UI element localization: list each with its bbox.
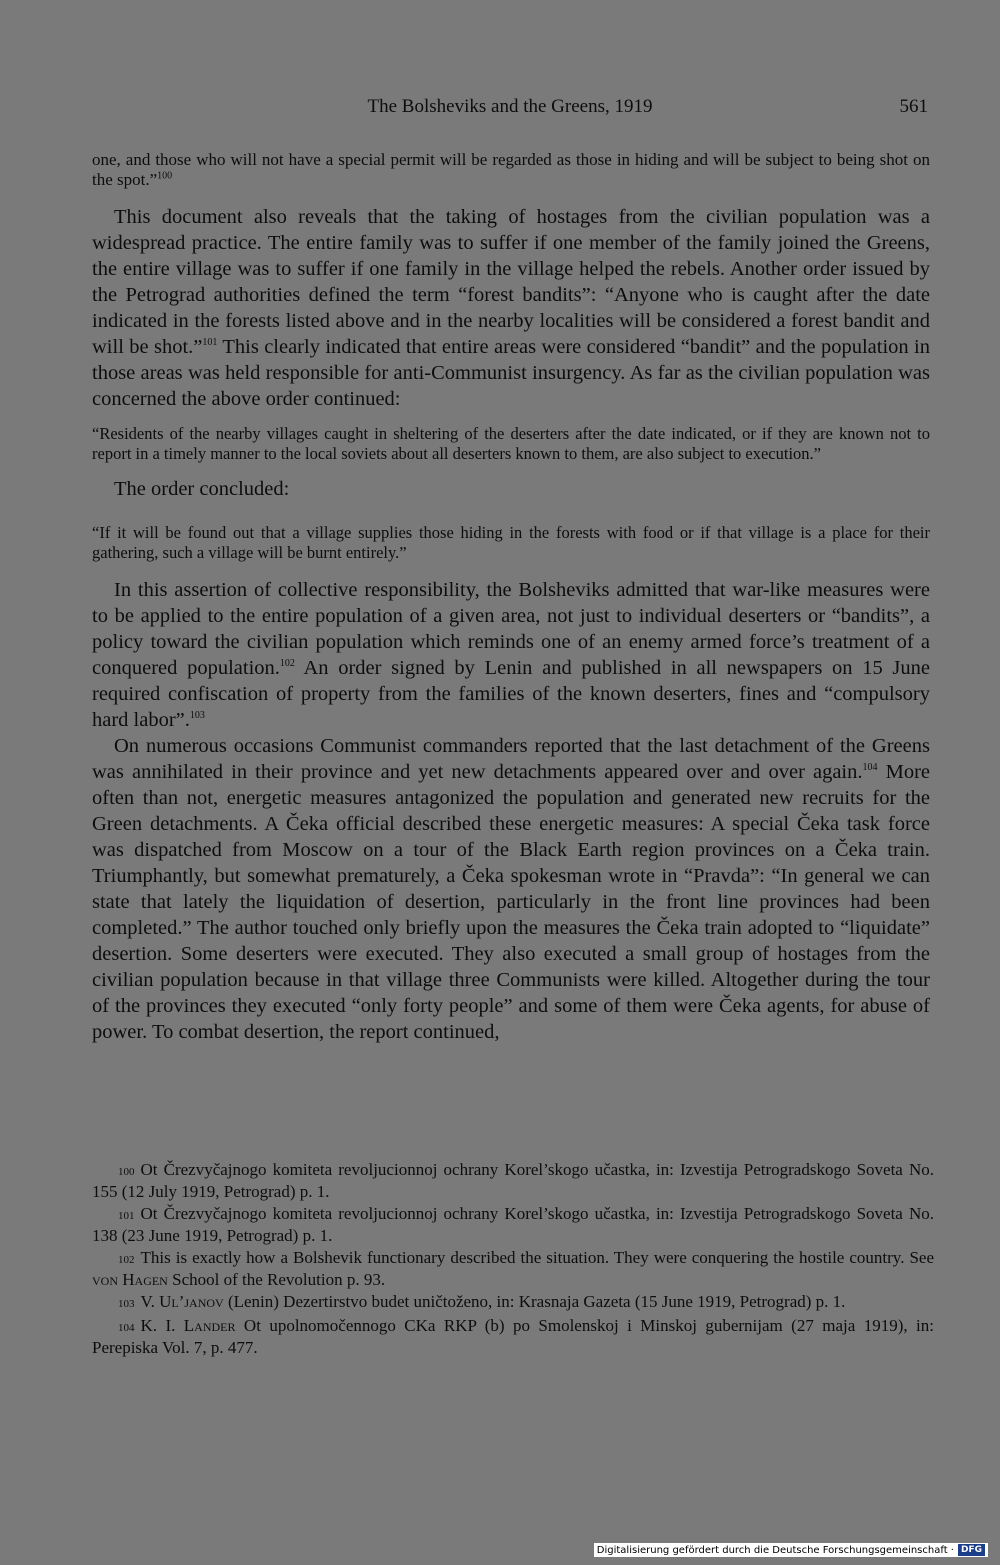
footnote-ref: 104 bbox=[862, 761, 878, 773]
paragraph-text: On numerous occasions Communist commanders reported that the last detachment of the Greens was annihilated in their province and yet new detachments appeared over and over again. bbox=[92, 734, 930, 783]
footnote-ref: 101 bbox=[202, 337, 218, 349]
footnote-text: School of the Revolution p. 93. bbox=[167, 1270, 386, 1289]
paragraph-text: More often than not, energetic measures antagonized the population and generated new recruits for the Green detachments. A Čeka official described these energetic measures: A special Čeka task force was dispatched from Moscow on a tour of the Black Earth region provinces on a Čeka train. Triumphantly, but somewhat prematurely, a Čeka spokesman wrote in “Pravda”: “In general we can state that lately the liquidation of desertion, particularly in the front line provinces had been completed.” The author touched only briefly upon the measures the Čeka train adopted to “liquidate” desertion. Some deserters were executed. They also executed a small group of hostages from the civilian population because in that village three Communists were killed. Altogether during the tour of the provinces they executed “only forty people” and some of them were Čeka agents, for abuse of power. To combat desertion, the report continued, bbox=[92, 760, 931, 1043]
credit-text: Digitalisierung gefördert durch die Deutsche Forschungsgemeinschaft · bbox=[596, 1544, 954, 1556]
footnote-number: 101 bbox=[118, 1210, 135, 1222]
running-title: The Bolsheviks and the Greens, 1919 bbox=[367, 96, 653, 117]
footnote-author: Lander bbox=[183, 1316, 236, 1335]
paragraph-text: one, and those who will not have a special permit will be regarded as those in hiding and will be subject to being shot on the spot.” bbox=[92, 150, 930, 189]
paragraph bbox=[92, 204, 930, 412]
block-quote: “If it will be found out that a village supplies those hiding in the forests with food or if that village is a place for their gathering, such a village will be burnt entirely.” bbox=[92, 522, 930, 562]
footnote-ref: 103 bbox=[189, 709, 205, 721]
footnote-ref: 100 bbox=[157, 170, 173, 182]
footnote-number: 102 bbox=[118, 1254, 135, 1266]
paragraph-continuation bbox=[92, 150, 930, 190]
body-text bbox=[92, 150, 930, 1045]
footnote bbox=[92, 1316, 934, 1358]
page-number: 561 bbox=[899, 96, 928, 117]
footnote-number: 100 bbox=[118, 1166, 135, 1178]
page-header bbox=[92, 96, 928, 126]
footnote-text: (Lenin) Dezertirstvo budet uničtoženo, in: Krasnaja Gazeta (15 June 1919, Petrograd) p. 1. bbox=[223, 1292, 846, 1311]
paragraph: The order concluded: bbox=[114, 478, 290, 500]
footnote-ref: 102 bbox=[279, 657, 295, 669]
footnote-text: This is exactly how a Bolshevik functionary described the situation. They were conquering the hostile country. See bbox=[140, 1248, 934, 1267]
footnote-text: Ot upolnomočennogo CKa RKP (b) po Smolenskoj i Minskoj gubernijam (27 maja 1919), in: Perepiska Vol. 7, p. 477. bbox=[92, 1316, 934, 1357]
footnote bbox=[92, 1248, 934, 1290]
paragraph-text: In this assertion of collective responsibility, the Bolsheviks admitted that war-like measures were to be applied to the entire population of a given area, not just to individual deserters or “bandits”, a policy toward the civilian population which reminds one of an enemy armed force’s treatment of a conquered population. bbox=[92, 578, 930, 679]
paragraph bbox=[92, 577, 930, 733]
footnote bbox=[92, 1160, 934, 1202]
footnote bbox=[92, 1204, 934, 1246]
footnotes bbox=[92, 1160, 934, 1360]
footnote-text: Ot Črezvyčajnogo komiteta revoljucionnoj ochrany Korel’skogo učastka, in: Izvestija Petrogradskogo Soveta No. 155 (12 July 1919, Petrograd) p. 1. bbox=[92, 1160, 934, 1201]
footnote-text: Ot Črezvyčajnogo komiteta revoljucionnoj ochrany Korel’skogo učastka, in: Izvestija Petrogradskogo Soveta No. 138 (23 June 1919, Petrograd) p. 1. bbox=[92, 1204, 934, 1245]
footnote-text: K. I. bbox=[140, 1316, 184, 1335]
paragraph-text: This clearly indicated that entire areas were considered “bandit” and the population in those areas was held responsible for anti-Communist insurgency. As far as the civilian population was concerned the above order continued: bbox=[92, 336, 930, 410]
paragraph-text: This document also reveals that the taking of hostages from the civilian population was a widespread practice. The entire family was to suffer if one member of the family joined the Greens, the entire village was to suffer if one family in the village helped the rebels. Another order issued by the Petrograd authorities defined the term “forest bandits”: “Anyone who is caught after the date indicated in the forests listed above and in the nearby localities will be considered a forest bandit and will be shot.” bbox=[92, 206, 930, 358]
footnote-author: Ul’janov bbox=[159, 1292, 224, 1311]
footnote-number: 103 bbox=[118, 1298, 135, 1310]
footnote-text: V. bbox=[140, 1292, 160, 1311]
digitization-credit bbox=[594, 1543, 988, 1557]
footnote-number: 104 bbox=[118, 1322, 135, 1334]
footnote bbox=[92, 1292, 934, 1314]
block-quote: “Residents of the nearby villages caught in sheltering of the deserters after the date indicated, or if they are known not to report in a timely manner to the local soviets about all deserters known to them, are also subject to execution.” bbox=[92, 424, 930, 463]
paragraph bbox=[92, 733, 930, 1045]
dfg-logo: DFG bbox=[958, 1544, 985, 1556]
footnote-author: von Hagen bbox=[92, 1270, 168, 1289]
paragraph-text: An order signed by Lenin and published in all newspapers on 15 June required confiscation of property from the families of the known deserters, fines and “compulsory hard labor”. bbox=[92, 656, 930, 731]
